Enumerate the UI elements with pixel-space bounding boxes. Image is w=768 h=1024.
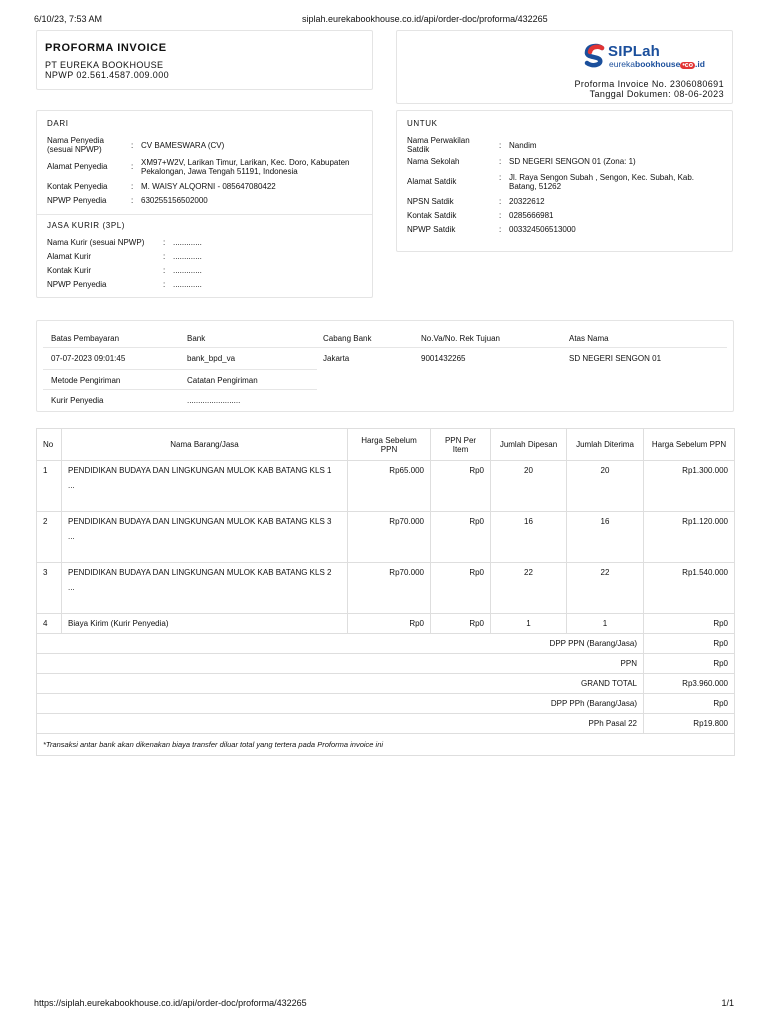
kv-colon: : (499, 157, 502, 166)
item-ppn: Rp0 (431, 563, 491, 614)
table-header-row (37, 429, 735, 461)
item-ppn: Rp0 (431, 512, 491, 563)
payment-header-due: Batas Pembayaran (51, 334, 120, 343)
column-header: Harga Sebelum PPN (348, 429, 431, 461)
kv-colon: : (499, 197, 502, 206)
kv-colon: : (131, 162, 134, 171)
summary-value: Rp3.960.000 (644, 674, 735, 694)
item-total: Rp0 (644, 614, 735, 634)
transfer-note: *Transaksi antar bank akan dikenakan biaya transfer diluar total yang tertera pada Proforma invoice ini (37, 734, 735, 756)
logo-sub-bookhouse: bookhouse (635, 59, 681, 69)
item-name: PENDIDIKAN BUDAYA DAN LINGKUNGAN MULOK KAB BATANG KLS 3 (68, 517, 332, 526)
item-total: Rp1.300.000 (644, 461, 735, 512)
seller-address-row (47, 158, 362, 182)
payment-header-holder: Atas Nama (569, 334, 609, 343)
summary-label: DPP PPh (Barang/Jasa) (37, 694, 644, 714)
kv-key: Nama Penyedia (sesuai NPWP) (47, 136, 104, 154)
school-contact-row (407, 211, 722, 225)
print-url: siplah.eurekabookhouse.co.id/api/order-doc/proforma/432265 (302, 14, 548, 24)
summary-row (37, 634, 735, 654)
seller-npwp-row (47, 196, 362, 210)
item-ordered: 16 (491, 512, 567, 563)
table-row (37, 563, 735, 614)
kv-value: M. WAISY ALQORNI - 085647080422 (141, 182, 276, 191)
payment-branch: Jakarta (323, 354, 350, 363)
item-name-cell (62, 563, 348, 614)
summary-row (37, 654, 735, 674)
item-total: Rp1.540.000 (644, 563, 735, 614)
invoice-number: Proforma Invoice No. 2306080691 (574, 79, 724, 89)
invoice-title: PROFORMA INVOICE (45, 42, 167, 54)
seller-npwp: NPWP 02.561.4587.009.000 (45, 70, 170, 80)
item-ordered: 22 (491, 563, 567, 614)
kv-colon: : (499, 141, 502, 150)
summary-label: DPP PPN (Barang/Jasa) (37, 634, 644, 654)
item-note: ... (68, 481, 75, 490)
logo-sub-co: •co (682, 62, 693, 69)
item-received: 16 (567, 512, 644, 563)
kv-key: Alamat Satdik (407, 177, 457, 186)
item-received: 1 (567, 614, 644, 634)
item-price: Rp70.000 (348, 512, 431, 563)
eureka-logo-text (609, 59, 705, 69)
from-card (36, 110, 373, 298)
kv-colon: : (163, 252, 166, 261)
summary-row (37, 714, 735, 734)
item-ordered: 1 (491, 614, 567, 634)
to-card (396, 110, 733, 252)
item-name: PENDIDIKAN BUDAYA DAN LINGKUNGAN MULOK KAB BATANG KLS 2 (68, 568, 332, 577)
kv-value: XM97+W2V, Larikan Timur, Larikan, Kec. Doro, Kabupaten Pekalongan, Jawa Tengah 51191, Indonesia (141, 158, 350, 176)
courier-npwp-row (47, 280, 362, 294)
kv-key: NPWP Penyedia (47, 196, 107, 205)
column-header: Nama Barang/Jasa (62, 429, 348, 461)
column-header: No (37, 429, 62, 461)
kv-key: Nama Perwakilan Satdik (407, 136, 470, 154)
kv-value: CV BAMESWARA (CV) (141, 141, 225, 150)
kv-value: Jl. Raya Sengon Subah , Sengon, Kec. Subah, Kab. Batang, 51262 (509, 173, 695, 191)
kv-value: ............. (173, 266, 202, 275)
item-ordered: 20 (491, 461, 567, 512)
divider (43, 369, 317, 370)
kv-key: Kontak Penyedia (47, 182, 108, 191)
school-address-row (407, 173, 722, 197)
kv-value: 003324506513000 (509, 225, 576, 234)
table-row (37, 461, 735, 512)
payment-bank: bank_bpd_va (187, 354, 236, 363)
siplah-logo-icon (582, 43, 608, 69)
item-name: Biaya Kirim (Kurir Penyedia) (62, 614, 348, 634)
siplah-logo-text: SIPLah (608, 43, 661, 60)
kv-value: 0285666981 (509, 211, 554, 220)
item-no: 1 (37, 461, 62, 512)
from-label: DARI (47, 119, 69, 128)
payment-card (36, 320, 734, 412)
summary-row (37, 694, 735, 714)
shipping-method-label: Metode Pengiriman (51, 376, 121, 385)
kv-key: Alamat Penyedia (47, 162, 108, 171)
kv-colon: : (163, 238, 166, 247)
column-header: Harga Sebelum PPN (644, 429, 735, 461)
item-no: 4 (37, 614, 62, 634)
item-no: 3 (37, 563, 62, 614)
courier-address-row (47, 252, 362, 266)
divider (43, 347, 727, 348)
logo-sub-eureka: eureka (609, 59, 635, 69)
kv-key: Alamat Kurir (47, 252, 92, 261)
courier-name-row (47, 238, 362, 252)
items-table (36, 428, 735, 756)
kv-key: Nama Sekolah (407, 157, 460, 166)
print-header (34, 14, 734, 26)
to-label: UNTUK (407, 119, 438, 128)
seller-contact-row (47, 182, 362, 196)
item-price: Rp0 (348, 614, 431, 634)
divider (37, 214, 372, 215)
summary-value: Rp0 (644, 634, 735, 654)
courier-provider-value: ........................ (187, 396, 241, 405)
document-date: Tanggal Dokumen: 08-06-2023 (589, 89, 724, 99)
item-note: ... (68, 583, 75, 592)
summary-label: GRAND TOTAL (37, 674, 644, 694)
kv-value: ............. (173, 238, 202, 247)
kv-value: 20322612 (509, 197, 545, 206)
document-info (575, 79, 725, 99)
logo-sub-id: .id (694, 59, 705, 69)
summary-value: Rp0 (644, 694, 735, 714)
kv-colon: : (131, 141, 134, 150)
summary-label: PPh Pasal 22 (37, 714, 644, 734)
item-name: PENDIDIKAN BUDAYA DAN LINGKUNGAN MULOK KAB BATANG KLS 1 (68, 466, 332, 475)
siplah-logo (582, 43, 724, 71)
kv-colon: : (499, 225, 502, 234)
kv-colon: : (499, 211, 502, 220)
divider (43, 389, 317, 390)
column-header: Jumlah Dipesan (491, 429, 567, 461)
kv-key: Kontak Kurir (47, 266, 92, 275)
summary-value: Rp19.800 (644, 714, 735, 734)
column-header: PPN Per Item (431, 429, 491, 461)
payment-account: 9001432265 (421, 354, 466, 363)
kv-colon: : (163, 266, 166, 275)
courier-contact-row (47, 266, 362, 280)
kv-colon: : (131, 182, 134, 191)
item-price: Rp70.000 (348, 563, 431, 614)
item-no: 2 (37, 512, 62, 563)
payment-header-bank: Bank (187, 334, 206, 343)
payment-header-account: No.Va/No. Rek Tujuan (421, 334, 501, 343)
kv-value: ............. (173, 252, 202, 261)
payment-holder: SD NEGERI SENGON 01 (569, 354, 662, 363)
summary-value: Rp0 (644, 654, 735, 674)
seller-header-card (36, 30, 373, 90)
seller-name-row (47, 136, 362, 156)
item-name-cell (62, 512, 348, 563)
courier-provider-label: Kurir Penyedia (51, 396, 104, 405)
item-total: Rp1.120.000 (644, 512, 735, 563)
kv-key: Nama Kurir (sesuai NPWP) (47, 238, 145, 247)
item-received: 22 (567, 563, 644, 614)
item-ppn: Rp0 (431, 461, 491, 512)
payment-header-branch: Cabang Bank (323, 334, 372, 343)
school-rep-row (407, 136, 722, 156)
school-name-row (407, 157, 722, 173)
kv-key: NPSN Satdik (407, 197, 454, 206)
item-price: Rp65.000 (348, 461, 431, 512)
shipping-note-label: Catatan Pengiriman (187, 376, 258, 385)
summary-label: PPN (37, 654, 644, 674)
kv-key: NPWP Satdik (407, 225, 456, 234)
column-header: Jumlah Diterima (567, 429, 644, 461)
kv-colon: : (131, 196, 134, 205)
print-footer-url: https://siplah.eurekabookhouse.co.id/api/order-doc/proforma/432265 (34, 998, 307, 1008)
school-npwp-row (407, 225, 722, 239)
page-number: 1/1 (721, 998, 734, 1008)
table-row (37, 614, 735, 634)
print-footer (34, 998, 734, 1010)
item-name-cell (62, 461, 348, 512)
kv-colon: : (163, 280, 166, 289)
kv-key: Kontak Satdik (407, 211, 457, 220)
seller-company: PT EUREKA BOOKHOUSE (45, 60, 164, 70)
note-row (37, 734, 735, 756)
table-row (37, 512, 735, 563)
courier-label: JASA KURIR (3PL) (47, 221, 126, 230)
kv-colon: : (499, 173, 502, 182)
courier-section (47, 221, 362, 294)
payment-due-date: 07-07-2023 09:01:45 (51, 354, 126, 363)
print-datetime: 6/10/23, 7:53 AM (34, 14, 103, 24)
item-ppn: Rp0 (431, 614, 491, 634)
school-npsn-row (407, 197, 722, 211)
kv-key: NPWP Penyedia (47, 280, 107, 289)
item-received: 20 (567, 461, 644, 512)
kv-value: 630255156502000 (141, 196, 208, 205)
summary-row (37, 674, 735, 694)
kv-value: Nandim (509, 141, 537, 150)
kv-value: ............. (173, 280, 202, 289)
item-note: ... (68, 532, 75, 541)
kv-value: SD NEGERI SENGON 01 (Zona: 1) (509, 157, 636, 166)
document-info-card (396, 30, 733, 104)
